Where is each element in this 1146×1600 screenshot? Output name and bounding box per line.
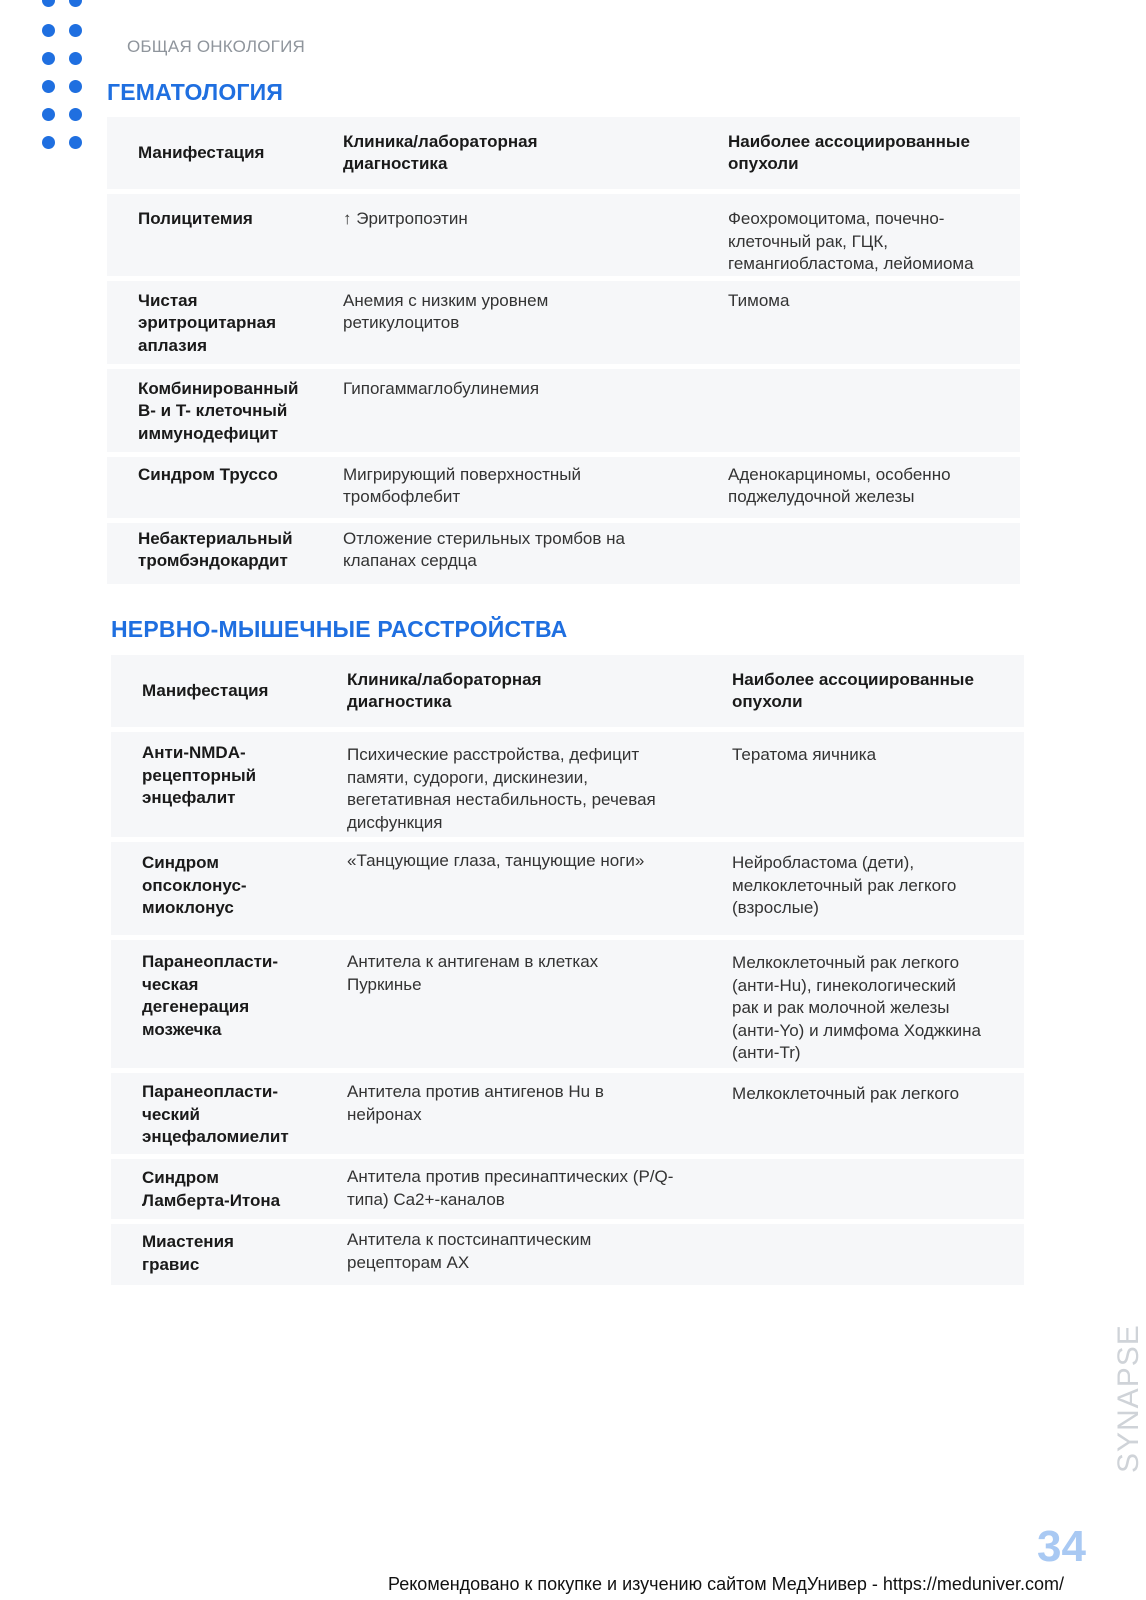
table-row (107, 281, 1020, 364)
manifestation-cell (107, 369, 343, 452)
section-title-hematology: ГЕМАТОЛОГИЯ (107, 79, 284, 105)
table-row (111, 1159, 1024, 1219)
manifestation-cell (111, 1073, 347, 1154)
column-header-label: Клиника/лабораторная диагностика (343, 131, 538, 173)
manifestation-cell (107, 194, 343, 276)
cell-text: Паранеопласти- ческий энцефаломиелит (142, 1082, 289, 1146)
column-header (111, 655, 347, 727)
cell-text: Гипогаммаглобулинемия (343, 378, 540, 398)
manifestation-cell (111, 940, 347, 1068)
table-row (107, 194, 1020, 276)
cell-text: Мигрирующий поверхностный тромбофлебит (343, 464, 581, 506)
page-number: 34 (1037, 1522, 1086, 1571)
cell-text: «Танцующие глаза, танцующие ноги» (347, 851, 645, 870)
cell-text: Миастения гравис (142, 1232, 234, 1274)
column-header-label: Клиника/лабораторная диагностика (347, 669, 542, 711)
cell-text: Анти-NMDA- рецепторный энцефалит (142, 743, 257, 807)
table-row (111, 842, 1024, 935)
tumors-cell (728, 281, 1020, 364)
cell-text: Небактериальный тромбэндокардит (138, 528, 293, 570)
cell-text: Чистая эритроцитарная аплазия (138, 290, 277, 355)
tumors-cell (732, 1224, 1024, 1285)
clinic-cell (347, 1073, 732, 1154)
manifestation-cell (111, 842, 347, 935)
column-header-label: Наиболее ассоциированные опухоли (732, 669, 974, 711)
tumors-cell (732, 842, 1024, 935)
cell-text: Синдром Ламберта-Итона (142, 1168, 281, 1210)
tumors-cell (732, 1073, 1024, 1154)
manifestation-cell (111, 1224, 347, 1285)
section-title-neuromuscular: НЕРВНО-МЫШЕЧНЫЕ РАССТРОЙСТВА (111, 616, 568, 642)
dot-icon (69, 136, 82, 149)
clinic-cell (343, 281, 728, 364)
clinic-cell (347, 1224, 732, 1285)
dot-icon (69, 24, 82, 37)
table-row (111, 1224, 1024, 1285)
dot-icon (69, 80, 82, 93)
clinic-cell (347, 940, 732, 1068)
brand-label: SYNAPSE (1112, 1324, 1145, 1473)
manifestation-cell (107, 281, 343, 364)
cell-text: Психические расстройства, дефицит памяти, судороги, дискинезии, вегетативная нестабильность, речевая дисфункция (347, 745, 656, 832)
table-row (107, 523, 1020, 584)
cell-text: Антитела к антигенам в клетках Пуркинье (347, 952, 599, 994)
column-header-label: Манифестация (138, 142, 265, 162)
clinic-cell (347, 842, 732, 935)
footer-note: Рекомендовано к покупке и изучению сайтом МедУнивер - https://meduniver.com/ (388, 1574, 1064, 1594)
cell-text: Комбинированный B- и T- клеточный иммунодефицит (138, 378, 299, 443)
column-header (347, 655, 732, 727)
clinic-cell (343, 369, 728, 452)
tumors-cell (728, 523, 1020, 584)
cell-text: Феохромоцитома, почечно- клеточный рак, ГЦК, гемангиобластома, лейомиома (728, 209, 974, 273)
cell-text: ↑ Эритропоэтин (343, 209, 468, 228)
dot-icon (69, 52, 82, 65)
tumors-cell (728, 457, 1020, 518)
cell-text: Отложение стерильных тромбов на клапанах сердца (343, 528, 625, 570)
cell-text: Синдром опсоклонус- миоклонус (142, 853, 247, 917)
dot-icon (42, 24, 55, 37)
tumors-cell (728, 369, 1020, 452)
tumors-cell (728, 194, 1020, 276)
hematology-table (107, 112, 1020, 589)
cell-text: Антитела против антигенов Hu в нейронах (347, 1082, 604, 1124)
cell-text: Мелкоклеточный рак легкого (732, 1084, 960, 1103)
dot-icon (42, 0, 55, 7)
decorative-dots (40, 0, 90, 160)
column-header (343, 117, 728, 189)
column-header-label: Наиболее ассоциированные опухоли (728, 131, 970, 173)
cell-text: Тератома яичника (732, 745, 877, 764)
cell-text: Нейробластома (дети), мелкоклеточный рак легкого (взрослые) (732, 853, 957, 917)
table-row (107, 457, 1020, 518)
clinic-cell (343, 523, 728, 584)
manifestation-cell (111, 732, 347, 837)
dot-icon (42, 52, 55, 65)
table-row (107, 369, 1020, 452)
tumors-cell (732, 1159, 1024, 1219)
table-row (111, 1073, 1024, 1154)
dot-icon (42, 108, 55, 121)
dot-icon (69, 108, 82, 121)
cell-text: Полицитемия (138, 209, 253, 228)
table-row (111, 940, 1024, 1068)
cell-text: Антитела против пресинаптических (P/Q- типа) Ca2+-каналов (347, 1167, 674, 1209)
cell-text: Паранеопласти- ческая дегенерация мозжечка (142, 952, 279, 1039)
clinic-cell (343, 194, 728, 276)
clinic-cell (347, 732, 732, 837)
cell-text: Антитела к постсинаптическим рецепторам АХ (347, 1230, 592, 1272)
dot-icon (42, 136, 55, 149)
tumors-cell (732, 940, 1024, 1068)
running-header: ОБЩАЯ ОНКОЛОГИЯ (127, 37, 305, 56)
column-header (728, 117, 1020, 189)
dot-icon (69, 0, 82, 7)
table-header-row (111, 655, 1024, 727)
column-header-label: Манифестация (142, 680, 269, 700)
manifestation-cell (107, 523, 343, 584)
column-header (107, 117, 343, 189)
table-header-row (107, 117, 1020, 189)
cell-text: Аденокарциномы, особенно поджелудочной железы (728, 464, 951, 506)
clinic-cell (343, 457, 728, 518)
manifestation-cell (107, 457, 343, 518)
dot-icon (42, 80, 55, 93)
table-row (111, 732, 1024, 837)
cell-text: Тимома (728, 290, 790, 310)
manifestation-cell (111, 1159, 347, 1219)
clinic-cell (347, 1159, 732, 1219)
tumors-cell (732, 732, 1024, 837)
neuromuscular-table (111, 650, 1024, 1290)
cell-text: Мелкоклеточный рак легкого (анти-Hu), гинекологический рак и рак молочной железы (анти-Yo) и лимфома Ходжкина (анти-Tr) (732, 953, 981, 1062)
cell-text: Синдром Труссо (138, 464, 278, 484)
cell-text: Анемия с низким уровнем ретикулоцитов (343, 290, 549, 332)
column-header (732, 655, 1024, 727)
